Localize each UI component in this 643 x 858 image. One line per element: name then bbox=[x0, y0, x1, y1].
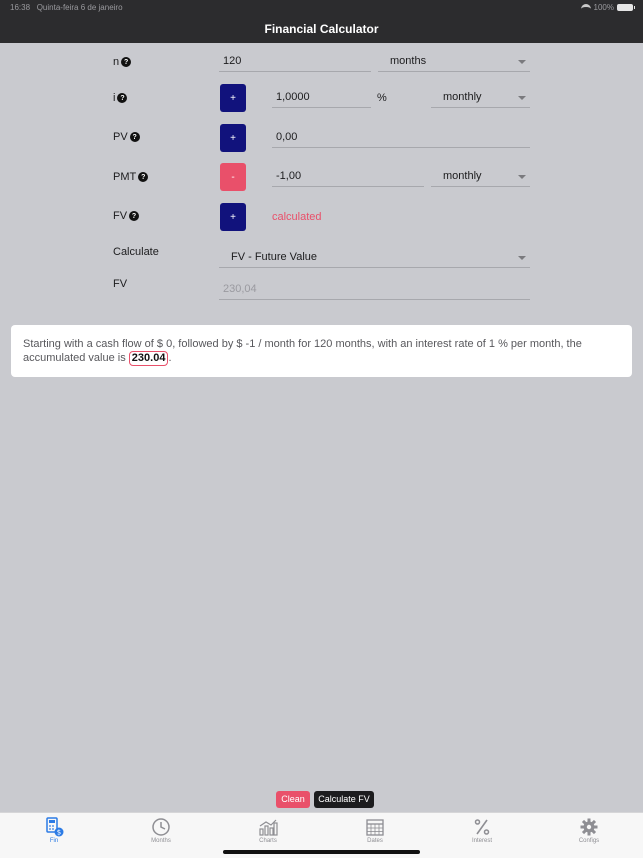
status-bar bbox=[10, 3, 633, 15]
tab-fin[interactable]: $ Fin bbox=[24, 817, 84, 844]
calendar-icon bbox=[365, 817, 385, 837]
help-icon[interactable]: ? bbox=[129, 211, 139, 221]
app-header bbox=[0, 0, 643, 43]
help-icon[interactable]: ? bbox=[117, 93, 127, 103]
pv-input[interactable]: 0,00 bbox=[272, 128, 530, 148]
battery-percent: 100% bbox=[593, 3, 614, 12]
help-icon[interactable]: ? bbox=[138, 172, 148, 182]
n-unit-select[interactable]: months bbox=[378, 52, 530, 72]
percent-icon bbox=[472, 817, 492, 837]
action-bar bbox=[0, 791, 643, 808]
chevron-down-icon bbox=[518, 256, 526, 260]
fv-result-label: FV bbox=[113, 278, 128, 290]
wifi-icon bbox=[581, 4, 591, 11]
n-label: n ? bbox=[113, 56, 131, 68]
fv-sign-button[interactable]: + bbox=[220, 203, 246, 231]
status-date: Quinta-feira 6 de janeiro bbox=[36, 3, 123, 12]
home-indicator bbox=[223, 850, 420, 854]
i-sign-button[interactable]: + bbox=[220, 84, 246, 112]
calculate-fv-button[interactable]: Calculate FV bbox=[314, 791, 374, 808]
help-icon[interactable]: ? bbox=[130, 132, 140, 142]
i-input[interactable]: 1,0000 bbox=[272, 88, 371, 108]
pmt-period-select[interactable]: monthly bbox=[431, 167, 530, 187]
clock-icon bbox=[151, 817, 171, 837]
i-label: i ? bbox=[113, 92, 127, 104]
status-time: 16:38 bbox=[10, 3, 31, 12]
pmt-sign-button[interactable]: - bbox=[220, 163, 246, 191]
gear-icon bbox=[579, 817, 599, 837]
fv-status: calculated bbox=[272, 211, 322, 223]
pmt-input[interactable]: -1,00 bbox=[272, 167, 424, 187]
tab-interest[interactable]: Interest bbox=[452, 817, 512, 844]
help-icon[interactable]: ? bbox=[121, 57, 131, 67]
result-text: Starting with a cash flow of $ 0, followed by $ -1 / month for 120 months, with an interest rate of 1 % per month, the accumulated value is bbox=[23, 338, 582, 364]
chevron-down-icon bbox=[518, 96, 526, 100]
tab-charts[interactable]: Charts bbox=[238, 817, 298, 844]
tab-months[interactable]: Months bbox=[131, 817, 191, 844]
calculate-select[interactable]: FV - Future Value bbox=[219, 248, 530, 268]
clean-button[interactable]: Clean bbox=[276, 791, 310, 808]
page-title: Financial Calculator bbox=[264, 22, 379, 36]
i-period-select[interactable]: monthly bbox=[431, 88, 530, 108]
chevron-down-icon bbox=[518, 60, 526, 64]
result-summary: Starting with a cash flow of $ 0, followed by $ -1 / month for 120 months, with an interest rate of 1 % per month, the accumulated value is 230.04 . bbox=[11, 325, 632, 377]
pmt-label: PMT ? bbox=[113, 171, 148, 183]
pv-sign-button[interactable]: + bbox=[220, 124, 246, 152]
chart-icon bbox=[258, 817, 278, 837]
tab-dates[interactable]: Dates bbox=[345, 817, 405, 844]
result-value: 230.04 bbox=[129, 351, 169, 366]
percent-symbol: % bbox=[377, 92, 387, 104]
fv-result-field: 230,04 bbox=[219, 280, 530, 300]
calculator-icon bbox=[44, 817, 64, 837]
calculate-label: Calculate bbox=[113, 246, 159, 258]
n-input[interactable]: 120 bbox=[219, 52, 371, 72]
svg-text:$: $ bbox=[56, 828, 62, 837]
battery-icon bbox=[617, 4, 633, 11]
pv-label: PV ? bbox=[113, 131, 140, 143]
tab-configs[interactable]: Configs bbox=[559, 817, 619, 844]
chevron-down-icon bbox=[518, 175, 526, 179]
fv-label: FV ? bbox=[113, 210, 139, 222]
